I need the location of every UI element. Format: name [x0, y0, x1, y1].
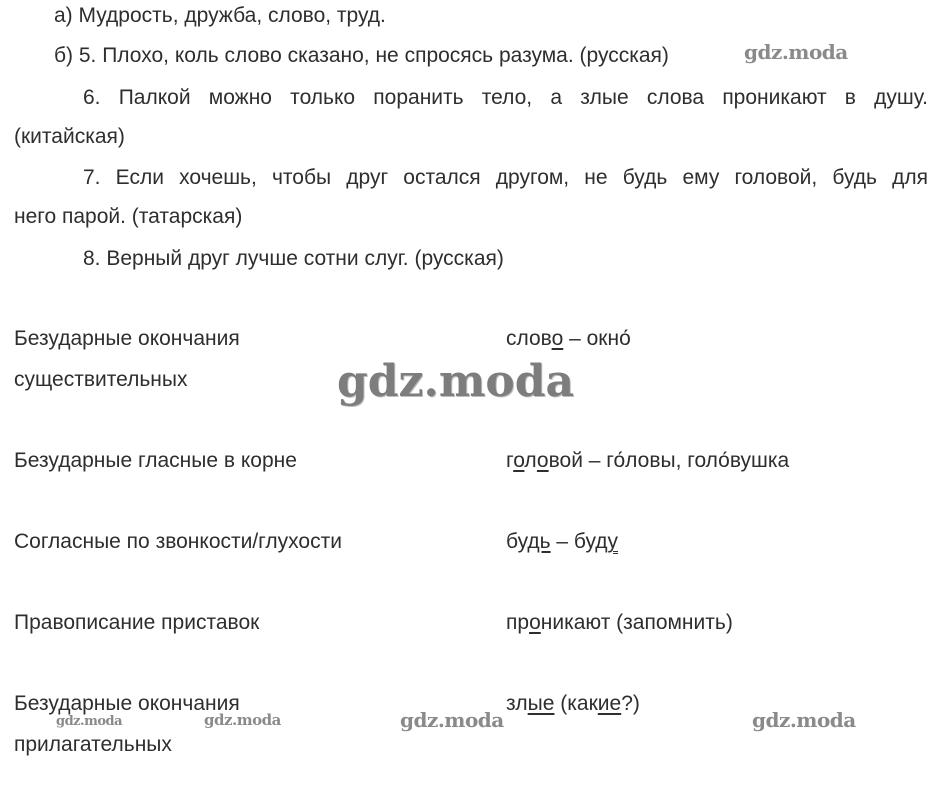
watermark-bottom-left-small: gdz.moda	[56, 714, 123, 729]
rule-voiced-voiceless-consonants: Согласные по звонкости/глухости	[14, 530, 342, 553]
rule-unstressed-root-vowels: Безударные гласные в корне	[14, 449, 297, 472]
rule-noun-endings-line-2: существительных	[14, 368, 188, 391]
answer-a: а) Мудрость, дружба, слово, труд.	[54, 4, 386, 27]
proverb-6-line-2: (китайская)	[14, 125, 125, 148]
proverb-8: 8. Верный друг лучше сотни слуг. (русская)	[83, 247, 504, 270]
watermark-bottom-right: gdz.moda	[752, 708, 856, 732]
rule-noun-endings-line-1: Безударные окончания	[14, 327, 240, 350]
watermark-bottom-center: gdz.moda	[400, 708, 504, 732]
example-pronikayut: проникают (запомнить)	[506, 611, 733, 634]
watermark-bottom-left: gdz.moda	[204, 711, 281, 729]
watermark-center: gdz.moda	[337, 356, 575, 407]
watermark-top-right: gdz.moda	[744, 40, 848, 64]
proverb-6-line-1: 6. Палкой можно только поранить тело, а злые слова проникают в душу.	[83, 86, 928, 109]
rule-prefix-spelling: Правописание приставок	[14, 611, 260, 634]
example-bud-budu: будь – буду	[506, 530, 619, 553]
example-zlye-kakie: злые (какие?)	[506, 692, 640, 715]
example-slovo-okno: слово – окно́	[506, 327, 631, 350]
rule-adjective-endings-line-1: Безударные окончания	[14, 692, 240, 715]
proverb-7-line-1: 7. Если хочешь, чтобы друг остался другом, не будь ему головой, будь для	[83, 166, 928, 189]
example-golovoy: головой – го́ловы, голо́вушка	[506, 449, 790, 472]
answer-b-proverb-5: б) 5. Плохо, коль слово сказано, не спросясь разума. (русская)	[54, 44, 669, 67]
rule-adjective-endings-line-2: прилагательных	[14, 733, 172, 756]
proverb-7-line-2: него парой. (татарская)	[14, 205, 243, 228]
